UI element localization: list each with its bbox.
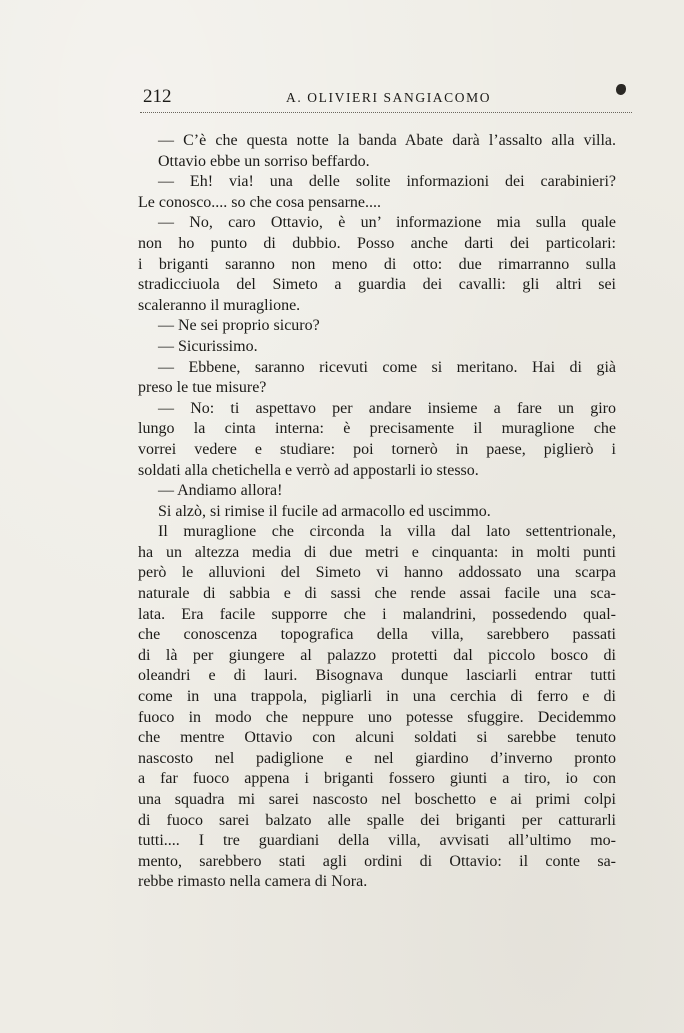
text-line: non ho punto di dubbio. Posso anche darti dei particolari: [138, 234, 616, 252]
text-line: ha un altezza media di due metri e cinquanta: in molti punti [138, 543, 616, 561]
text-line: stradicciuola del Simeto a guardia dei cavalli: gli altri sei [138, 276, 616, 294]
text-line: che conoscenza topografica della villa, sarebbero passati [138, 626, 616, 644]
body-text [138, 131, 616, 893]
running-head: A. OLIVIERI SANGIACOMO [286, 90, 492, 105]
text-line: mento, sarebbero stati agli ordini di Ottavio: il conte sa- [138, 852, 616, 870]
text-line: scaleranno il muraglione. [138, 296, 301, 314]
text-line: i briganti saranno non meno di otto: due rimarranno sulla [138, 255, 616, 273]
text-line: tutti.... I tre guardiani della villa, avvisati all’ultimo mo- [138, 832, 616, 850]
text-line: — Eh! via! una delle solite informazioni dei carabinieri? [158, 173, 616, 191]
page-header [143, 86, 633, 108]
text-line: di là per giungere al palazzo protetti dal piccolo bosco di [138, 646, 616, 664]
text-line: però le alluvioni del Simeto vi hanno addossato una scarpa [138, 564, 616, 582]
text-line: nascosto nel padiglione e nel giardino d’inverno pronto [138, 749, 616, 767]
text-line: — Ne sei proprio sicuro? [158, 317, 320, 335]
text-line: — Ebbene, saranno ricevuti come si meritano. Hai di già [158, 358, 616, 376]
page-number: 212 [143, 86, 172, 107]
text-line: Le conosco.... so che cosa pensarne.... [138, 193, 382, 211]
text-line: — Sicurissimo. [158, 337, 258, 355]
text-line: a far fuoco appena i briganti fossero giunti a tiro, io con [138, 770, 616, 788]
text-line: oleandri e di lauri. Bisognava dunque lasciarli entrar tutti [138, 667, 616, 685]
text-line: — C’è che questa notte la banda Abate darà l’assalto alla villa. [158, 132, 616, 149]
text-line: rebbe rimasto nella camera di Nora. [138, 873, 368, 891]
header-rule [140, 112, 632, 113]
text-line: di fuoco sarei balzato alle spalle dei briganti per catturarli [138, 811, 616, 829]
text-line: come in una trappola, pigliarli in una cerchia di ferro e di [138, 688, 616, 706]
text-line: — Andiamo allora! [158, 482, 283, 500]
text-line: Il muraglione che circonda la villa dal lato settentrionale, [158, 523, 616, 541]
text-line: una squadra mi sarei nascosto nel boschetto e ai primi colpi [138, 791, 616, 808]
text-line: — No, caro Ottavio, è un’ informazione mia sulla quale [158, 214, 616, 232]
text-line: lata. Era facile supporre che i malandrini, possedendo qual- [138, 605, 616, 623]
text-line: — No: ti aspettavo per andare insieme a fare un giro [158, 399, 616, 417]
text-line: Ottavio ebbe un sorriso beffardo. [158, 152, 370, 170]
text-line: che mentre Ottavio con alcuni soldati si sarebbe tenuto [138, 729, 616, 747]
text-line: Si alzò, si rimise il fucile ad armacollo ed uscimmo. [158, 502, 491, 520]
text-line: preso le tue misure? [138, 379, 267, 397]
text-line: naturale di sabbia e di sassi che rende assai facile una sca- [138, 585, 616, 603]
text-line: fuoco in modo che neppure uno potesse sfuggire. Decidemmo [138, 708, 616, 726]
text-line: vorrei vedere e studiare: poi tornerò in paese, piglierò i [138, 440, 616, 458]
text-line: lungo la cinta interna: è precisamente il muraglione che [138, 420, 616, 438]
text-line: soldati alla chetichella e verrò ad appostarli io stesso. [138, 461, 479, 479]
